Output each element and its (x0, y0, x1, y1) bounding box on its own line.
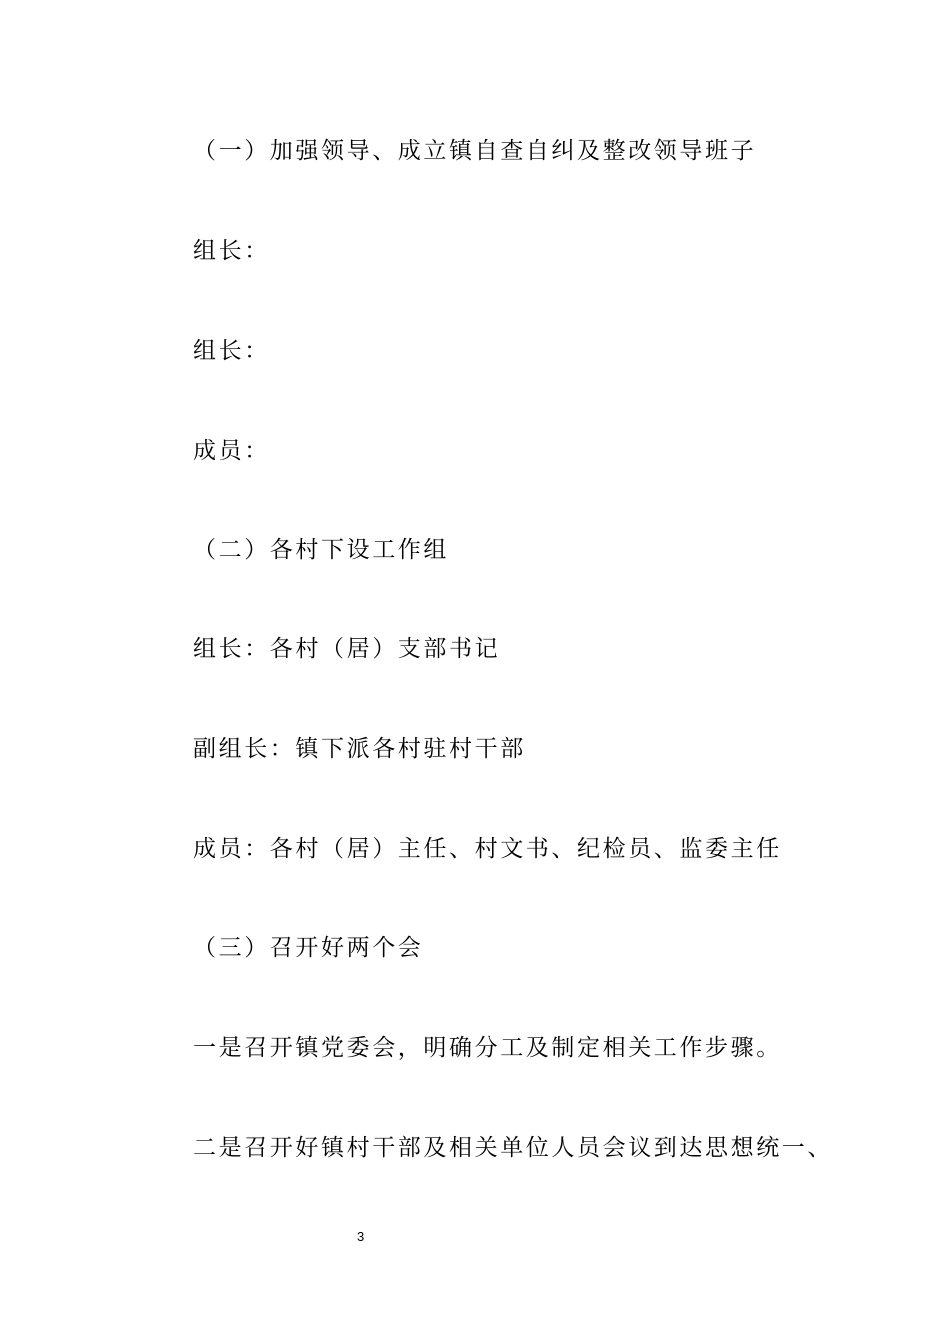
village-member-line: 成员：各村（居）主任、村文书、纪检员、监委主任 (193, 836, 782, 862)
section-heading-1: （一）加强领导、成立镇自查自纠及整改领导班子 (193, 138, 757, 164)
village-leader-line: 组长：各村（居）支部书记 (193, 636, 501, 662)
leader-line-2: 组长： (193, 338, 270, 364)
section-heading-3: （三）召开好两个会 (193, 935, 424, 961)
meeting-line-2: 二是召开好镇村干部及相关单位人员会议到达思想统一、 (193, 1135, 833, 1161)
member-line: 成员： (193, 438, 270, 464)
leader-line-1: 组长： (193, 238, 270, 264)
meeting-line-1: 一是召开镇党委会，明确分工及制定相关工作步骤。 (193, 1035, 782, 1061)
deputy-leader-line: 副组长：镇下派各村驻村干部 (193, 736, 526, 762)
section-heading-2: （二）各村下设工作组 (193, 537, 449, 563)
page-number: 3 (357, 1229, 365, 1244)
